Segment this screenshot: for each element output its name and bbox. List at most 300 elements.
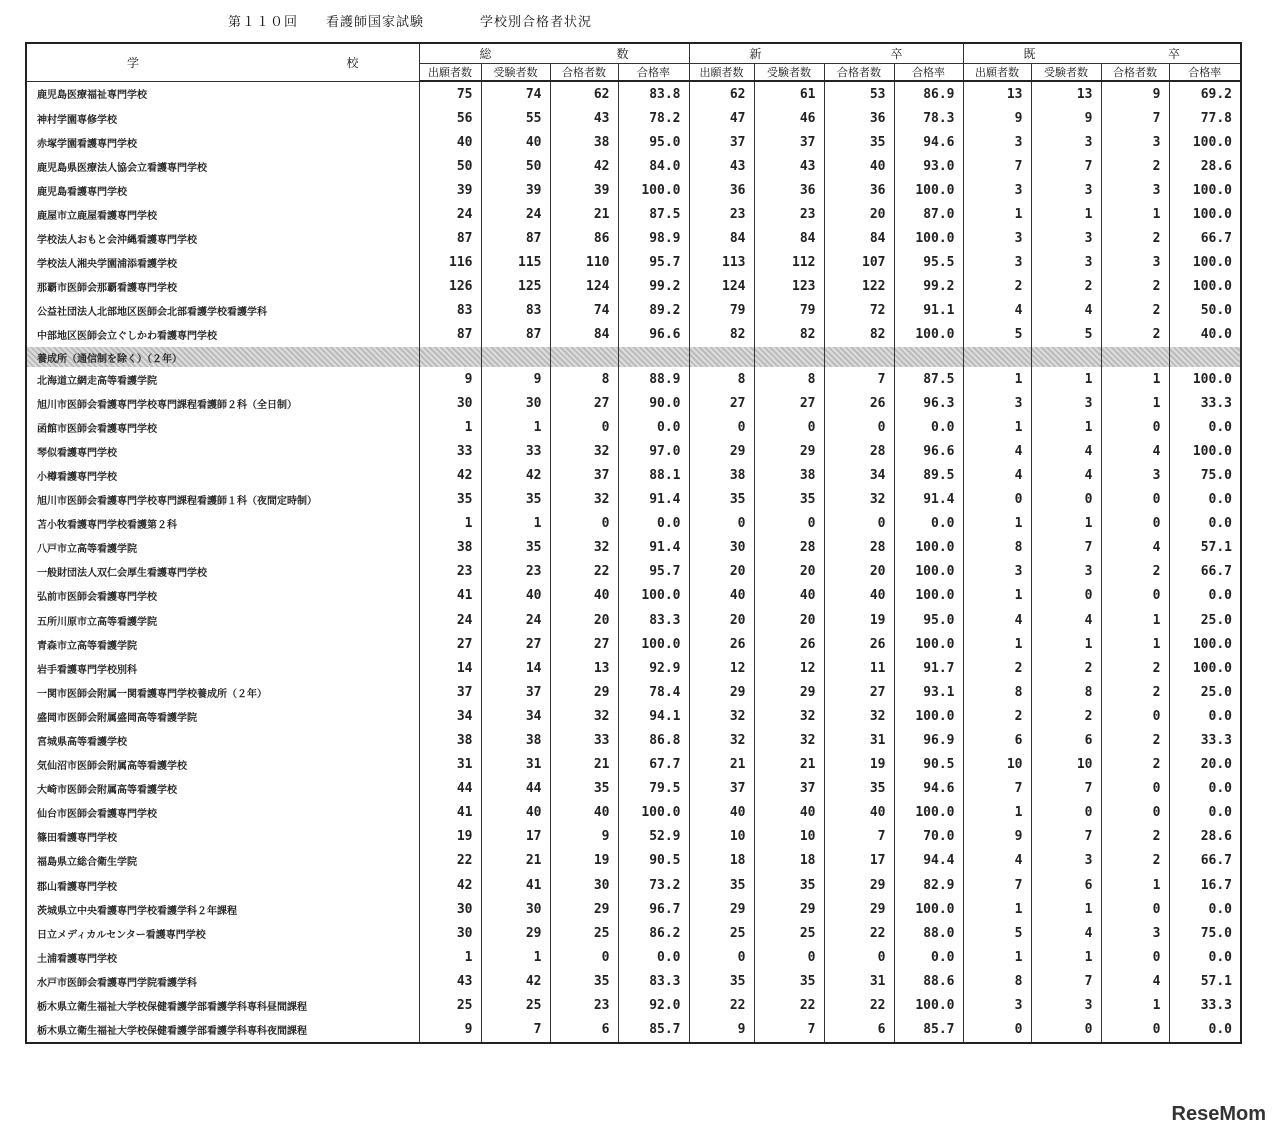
value-cell: 29 [754,439,824,463]
value-cell: 89.5 [894,463,963,487]
value-cell: 36 [824,178,894,202]
value-cell: 0.0 [618,512,689,536]
new-grad-header [689,43,963,64]
value-cell: 2 [1101,680,1169,704]
value-cell: 100.0 [894,560,963,584]
value-cell: 100.0 [894,993,963,1017]
table-row [26,801,1241,825]
value-cell: 96.7 [618,897,689,921]
value-cell: 2 [1101,299,1169,323]
value-cell: 38 [419,728,481,752]
value-cell: 32 [754,704,824,728]
value-cell: 53 [824,81,894,106]
value-cell: 2 [1101,154,1169,178]
value-cell: 84 [689,227,754,251]
value-cell: 96.6 [618,323,689,347]
school-name: 郡山看護専門学校 [26,873,419,897]
value-cell: 89.2 [618,299,689,323]
value-cell: 12 [754,656,824,680]
value-cell: 0.0 [618,945,689,969]
value-cell: 96.9 [894,728,963,752]
value-cell: 96.3 [894,391,963,415]
value-cell: 20 [550,608,618,632]
value-cell: 1 [963,584,1031,608]
subheader-cell: 合格率 [1169,64,1241,82]
value-cell: 100.0 [1169,130,1241,154]
value-cell: 29 [689,439,754,463]
value-cell: 1 [481,945,550,969]
value-cell: 43 [689,154,754,178]
value-cell: 69.2 [1169,81,1241,106]
value-cell: 31 [419,753,481,777]
value-cell: 0 [1101,512,1169,536]
school-name: 五所川原市立高等看護学院 [26,608,419,632]
header-char: 学 [127,55,140,70]
value-cell: 9 [689,1018,754,1043]
value-cell: 100.0 [1169,251,1241,275]
value-cell: 34 [481,704,550,728]
value-cell: 7 [1031,969,1101,993]
value-cell: 36 [689,178,754,202]
value-cell: 9 [481,367,550,391]
table-row [26,704,1241,728]
value-cell: 13 [1031,81,1101,106]
value-cell: 9 [550,825,618,849]
value-cell: 0 [824,415,894,439]
value-cell: 11 [824,656,894,680]
value-cell: 22 [550,560,618,584]
value-cell: 28 [754,536,824,560]
value-cell: 21 [754,753,824,777]
value-cell: 92.0 [618,993,689,1017]
value-cell: 1 [1031,897,1101,921]
value-cell: 3 [963,130,1031,154]
value-cell: 0.0 [1169,415,1241,439]
value-cell: 7 [963,777,1031,801]
value-cell: 37 [689,777,754,801]
value-cell: 0.0 [1169,512,1241,536]
value-cell: 3 [963,178,1031,202]
value-cell: 0.0 [894,945,963,969]
value-cell: 0.0 [894,415,963,439]
value-cell: 100.0 [894,632,963,656]
value-cell: 38 [754,463,824,487]
value-cell: 0 [550,415,618,439]
value-cell: 1 [963,897,1031,921]
value-cell: 25 [689,921,754,945]
value-cell: 1 [963,415,1031,439]
value-cell: 82.9 [894,873,963,897]
value-cell: 10 [1031,753,1101,777]
value-cell: 7 [1031,777,1101,801]
value-cell: 42 [550,154,618,178]
table-row [26,680,1241,704]
value-cell: 100.0 [1169,202,1241,226]
value-cell: 19 [824,608,894,632]
document-title: 第１１０回 看護師国家試験 学校別合格者状況 [228,15,593,30]
school-name: 水戸市医師会看護専門学院看護学科 [26,969,419,993]
value-cell: 123 [754,275,824,299]
value-cell: 33.3 [1169,391,1241,415]
value-cell: 90.5 [894,753,963,777]
value-cell: 32 [824,704,894,728]
value-cell: 82 [824,323,894,347]
value-cell: 3 [1031,178,1101,202]
value-cell: 8 [754,367,824,391]
value-cell: 2 [1101,728,1169,752]
value-cell: 10 [689,825,754,849]
value-cell: 3 [963,560,1031,584]
value-cell: 0 [754,512,824,536]
value-cell: 94.4 [894,849,963,873]
value-cell: 38 [689,463,754,487]
value-cell: 74 [481,81,550,106]
value-cell: 19 [419,825,481,849]
value-cell: 35 [550,777,618,801]
value-cell: 1 [1031,415,1101,439]
value-cell: 3 [1031,130,1101,154]
value-cell: 100.0 [894,584,963,608]
value-cell: 84 [824,227,894,251]
value-cell: 2 [1031,704,1101,728]
value-cell: 33 [550,728,618,752]
value-cell: 35 [689,873,754,897]
value-cell: 4 [963,608,1031,632]
value-cell: 26 [689,632,754,656]
value-cell: 21 [689,753,754,777]
school-name: 学校法人おもと会沖縄看護専門学校 [26,227,419,251]
table-row [26,130,1241,154]
value-cell: 0 [1101,777,1169,801]
table-row [26,488,1241,512]
value-cell: 35 [754,873,824,897]
value-cell: 87 [481,227,550,251]
value-cell: 35 [824,777,894,801]
value-cell: 35 [481,488,550,512]
value-cell: 33.3 [1169,728,1241,752]
value-cell: 57.1 [1169,969,1241,993]
value-cell: 30 [419,897,481,921]
value-cell: 86.9 [894,81,963,106]
prior-grad-header [963,43,1241,64]
value-cell: 28 [824,536,894,560]
table-body [26,81,1241,1043]
value-cell: 24 [419,608,481,632]
value-cell: 7 [824,367,894,391]
table-row [26,81,1241,106]
value-cell: 0 [1101,704,1169,728]
value-cell: 93.1 [894,680,963,704]
school-name: 弘前市医師会看護専門学校 [26,584,419,608]
value-cell: 79.5 [618,777,689,801]
value-cell: 4 [1031,299,1101,323]
value-cell: 78.2 [618,106,689,130]
value-cell: 0 [1031,488,1101,512]
school-name: 琴似看護専門学校 [26,439,419,463]
value-cell: 0.0 [1169,945,1241,969]
value-cell: 35 [689,488,754,512]
school-name: 那覇市医師会那覇看護専門学校 [26,275,419,299]
value-cell: 4 [963,299,1031,323]
value-cell: 100.0 [894,178,963,202]
value-cell: 7 [1031,154,1101,178]
value-cell: 113 [689,251,754,275]
value-cell: 20 [689,560,754,584]
value-cell: 83.8 [618,81,689,106]
value-cell: 3 [963,993,1031,1017]
value-cell: 40 [754,584,824,608]
band-cell [754,347,824,367]
value-cell: 29 [824,873,894,897]
value-cell: 25.0 [1169,608,1241,632]
value-cell: 32 [550,488,618,512]
value-cell: 107 [824,251,894,275]
value-cell: 3 [1101,921,1169,945]
value-cell: 38 [481,728,550,752]
value-cell: 31 [824,728,894,752]
band-cell [618,347,689,367]
value-cell: 83 [419,299,481,323]
table-row [26,560,1241,584]
value-cell: 32 [689,704,754,728]
value-cell: 32 [754,728,824,752]
value-cell: 24 [481,608,550,632]
value-cell: 83.3 [618,969,689,993]
value-cell: 37 [754,777,824,801]
value-cell: 95.5 [894,251,963,275]
value-cell: 1 [1101,202,1169,226]
band-cell [550,347,618,367]
value-cell: 3 [1031,251,1101,275]
value-cell: 0.0 [1169,801,1241,825]
school-name: 鹿児島看護専門学校 [26,178,419,202]
value-cell: 16.7 [1169,873,1241,897]
school-name: 青森市立高等看護学院 [26,632,419,656]
value-cell: 14 [481,656,550,680]
value-cell: 25 [419,993,481,1017]
value-cell: 86.8 [618,728,689,752]
value-cell: 5 [1031,323,1101,347]
value-cell: 4 [1031,463,1101,487]
value-cell: 91.4 [618,536,689,560]
value-cell: 35 [550,969,618,993]
table-row [26,178,1241,202]
value-cell: 1 [963,632,1031,656]
value-cell: 33 [419,439,481,463]
value-cell: 79 [754,299,824,323]
value-cell: 67.7 [618,753,689,777]
value-cell: 90.0 [618,391,689,415]
table-row [26,728,1241,752]
value-cell: 3 [1101,463,1169,487]
table-row [26,512,1241,536]
table-row [26,323,1241,347]
value-cell: 35 [754,969,824,993]
value-cell: 1 [481,512,550,536]
value-cell: 19 [550,849,618,873]
value-cell: 8 [689,367,754,391]
value-cell: 40 [481,801,550,825]
value-cell: 3 [1031,227,1101,251]
school-name: 篠田看護専門学校 [26,825,419,849]
table-row [26,656,1241,680]
value-cell: 0 [1101,415,1169,439]
value-cell: 30 [550,873,618,897]
section-row [26,347,1241,367]
value-cell: 4 [1031,921,1101,945]
value-cell: 20 [754,560,824,584]
value-cell: 0.0 [1169,897,1241,921]
value-cell: 9 [963,825,1031,849]
header-char: 数 [616,47,629,61]
value-cell: 124 [689,275,754,299]
school-name: 土浦看護専門学校 [26,945,419,969]
value-cell: 5 [963,323,1031,347]
value-cell: 3 [1101,251,1169,275]
value-cell: 7 [824,825,894,849]
value-cell: 1 [1031,512,1101,536]
value-cell: 27 [550,632,618,656]
value-cell: 2 [1101,560,1169,584]
value-cell: 29 [550,680,618,704]
value-cell: 30 [419,921,481,945]
value-cell: 4 [963,463,1031,487]
value-cell: 29 [754,897,824,921]
value-cell: 33 [481,439,550,463]
value-cell: 6 [824,1018,894,1043]
value-cell: 4 [1101,536,1169,560]
value-cell: 82 [689,323,754,347]
value-cell: 27 [481,632,550,656]
value-cell: 20 [754,608,824,632]
value-cell: 0 [1031,801,1101,825]
value-cell: 32 [550,704,618,728]
table-row [26,921,1241,945]
value-cell: 22 [689,993,754,1017]
value-cell: 34 [824,463,894,487]
value-cell: 41 [419,584,481,608]
value-cell: 0 [1101,801,1169,825]
value-cell: 29 [689,897,754,921]
value-cell: 100.0 [618,632,689,656]
value-cell: 85.7 [618,1018,689,1043]
value-cell: 22 [824,993,894,1017]
band-cell [894,347,963,367]
value-cell: 88.9 [618,367,689,391]
value-cell: 42 [419,463,481,487]
header-char: 新 [749,47,762,61]
value-cell: 43 [550,106,618,130]
results-table [25,42,1242,1044]
value-cell: 35 [419,488,481,512]
value-cell: 3 [963,227,1031,251]
value-cell: 20.0 [1169,753,1241,777]
value-cell: 1 [963,945,1031,969]
school-name: 公益社団法人北部地区医師会北部看護学校看護学科 [26,299,419,323]
value-cell: 83.3 [618,608,689,632]
value-cell: 47 [689,106,754,130]
value-cell: 3 [963,251,1031,275]
value-cell: 88.6 [894,969,963,993]
value-cell: 40 [550,801,618,825]
value-cell: 78.4 [618,680,689,704]
value-cell: 0 [550,945,618,969]
school-name: 日立メディカルセンター看護専門学校 [26,921,419,945]
value-cell: 42 [419,873,481,897]
value-cell: 110 [550,251,618,275]
value-cell: 42 [481,969,550,993]
value-cell: 24 [481,202,550,226]
value-cell: 0 [689,512,754,536]
subheader-cell: 出願者数 [963,64,1031,82]
value-cell: 97.0 [618,439,689,463]
value-cell: 0 [754,415,824,439]
value-cell: 20 [824,202,894,226]
value-cell: 40 [824,154,894,178]
value-cell: 37 [481,680,550,704]
value-cell: 116 [419,251,481,275]
value-cell: 79 [689,299,754,323]
header-char: 校 [346,55,359,70]
value-cell: 75.0 [1169,463,1241,487]
value-cell: 78.3 [894,106,963,130]
value-cell: 40 [481,584,550,608]
table-row [26,873,1241,897]
value-cell: 26 [754,632,824,656]
table-row [26,367,1241,391]
value-cell: 28.6 [1169,154,1241,178]
value-cell: 100.0 [894,227,963,251]
value-cell: 87 [419,227,481,251]
value-cell: 1 [963,801,1031,825]
value-cell: 1 [963,367,1031,391]
table-row [26,227,1241,251]
value-cell: 66.7 [1169,849,1241,873]
value-cell: 84.0 [618,154,689,178]
value-cell: 17 [481,825,550,849]
value-cell: 125 [481,275,550,299]
value-cell: 28 [824,439,894,463]
value-cell: 9 [1031,106,1101,130]
band-cell [824,347,894,367]
band-cell [1031,347,1101,367]
value-cell: 1 [963,202,1031,226]
value-cell: 40 [824,801,894,825]
table-row [26,753,1241,777]
value-cell: 1 [1031,945,1101,969]
value-cell: 25 [550,921,618,945]
table-row [26,945,1241,969]
value-cell: 8 [963,969,1031,993]
value-cell: 1 [1031,632,1101,656]
value-cell: 0 [1101,897,1169,921]
value-cell: 100.0 [1169,656,1241,680]
value-cell: 27 [550,391,618,415]
value-cell: 13 [550,656,618,680]
band-cell [1169,347,1241,367]
value-cell: 3 [1031,391,1101,415]
school-name: 苫小牧看護専門学校看護第２科 [26,512,419,536]
total-header [419,43,689,64]
table-row [26,1018,1241,1043]
header-char: 卒 [890,47,903,61]
band-cell [1101,347,1169,367]
value-cell: 34 [419,704,481,728]
value-cell: 38 [419,536,481,560]
value-cell: 32 [824,488,894,512]
table-row [26,251,1241,275]
value-cell: 2 [1101,227,1169,251]
